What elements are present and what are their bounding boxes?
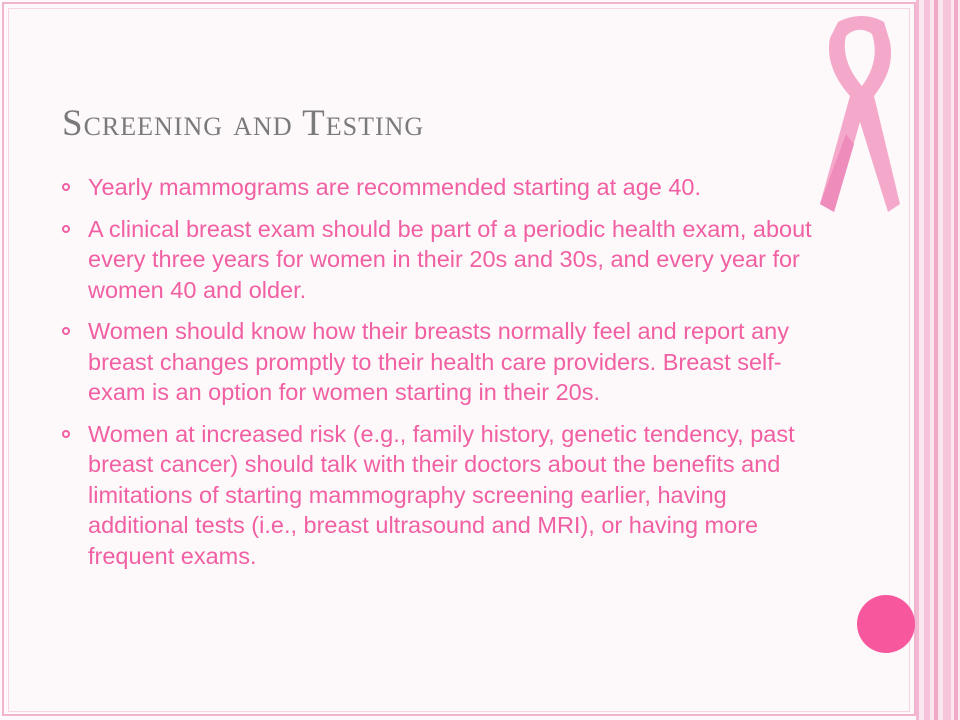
ring-bullet-icon [62,327,70,335]
slide-title: Screening and Testing [62,103,425,144]
stripe [916,0,919,720]
decorative-stripes [916,0,960,720]
stripe [943,0,951,720]
bullet-list [62,172,832,582]
bullet-text: Women should know how their breasts normally feel and report any breast changes promptly to their health care providers. Breast self-exam is an option for women starting in their 20s. [88,318,790,405]
ring-bullet-icon [62,430,70,438]
bullet-item [62,214,832,306]
bullet-item [62,316,832,408]
bullet-text: A clinical breast exam should be part of a periodic health exam, about every three years for women in their 20s and 30s, and every year for women 40 and older. [88,215,812,303]
bullet-text: Women at increased risk (e.g., family history, genetic tendency, past breast cancer) should talk with their doctors about the benefits and limitations of starting mammography screening earlier, having additional tests (i.e., breast ultrasound and MRI), or having more frequent exams. [88,420,795,569]
bullet-text: Yearly mammograms are recommended starting at age 40. [88,174,702,200]
ring-bullet-icon [62,183,70,191]
bullet-item [62,419,832,572]
stripe [934,0,938,720]
bullet-item [62,172,832,203]
stripe [924,0,930,720]
ring-bullet-icon [62,225,70,233]
stripe [954,0,958,720]
accent-dot [857,595,915,653]
